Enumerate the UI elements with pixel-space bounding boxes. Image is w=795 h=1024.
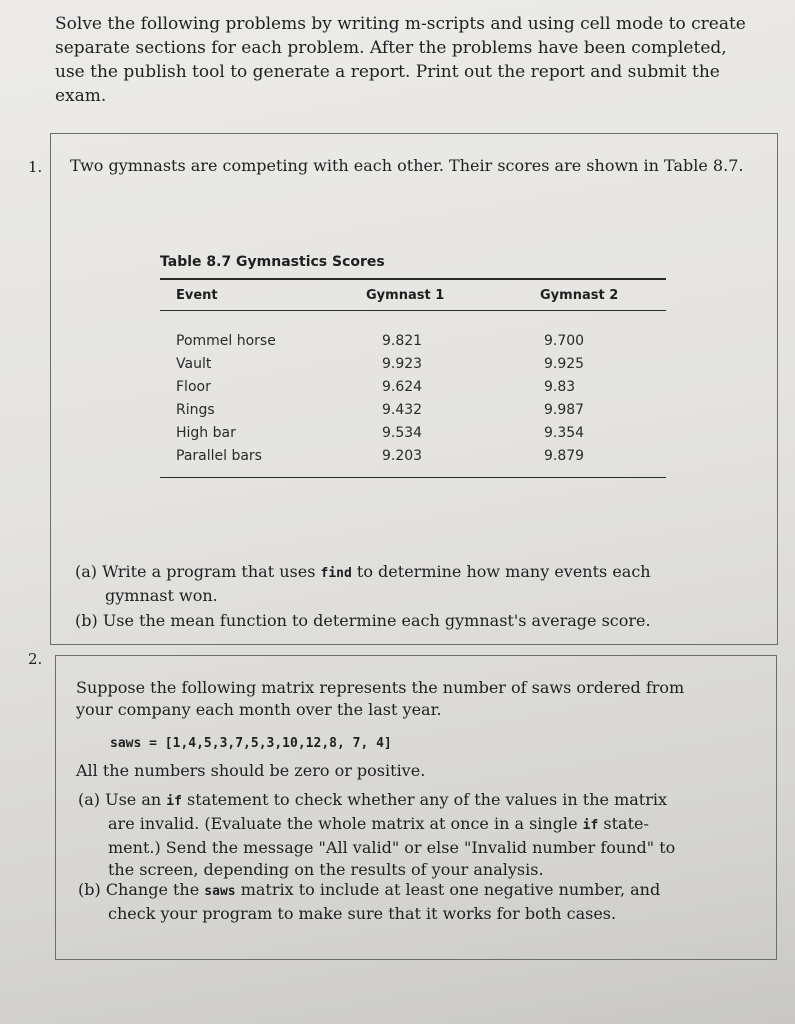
gymnast-1-cell: 9.821 <box>382 332 423 349</box>
part-a-continuation: gymnast won. <box>105 586 218 605</box>
part-a-l1-prefix: (a) Use an <box>78 790 162 809</box>
problem-2-part-b <box>78 879 768 925</box>
event-cell: High bar <box>176 424 236 441</box>
part-a-suffix: to determine how many events each <box>356 562 651 581</box>
part-a-prefix: (a) Write a program that uses <box>75 562 316 581</box>
gymnast-2-cell: 9.879 <box>544 447 585 464</box>
event-cell: Pommel horse <box>176 332 276 349</box>
statement-line-1: Suppose the following matrix represents the number of saws ordered from <box>76 678 685 697</box>
table-row <box>160 352 666 375</box>
problem-1-statement: Two gymnasts are competing with each other. Their scores are shown in Table 8.7. <box>70 156 744 175</box>
part-a-l2-suffix: state- <box>603 814 649 833</box>
gymnast-1-cell: 9.923 <box>382 355 423 372</box>
gymnast-2-cell: 9.83 <box>544 378 576 395</box>
table-header-row <box>160 280 666 310</box>
gymnast-2-cell: 9.987 <box>544 401 585 418</box>
event-cell: Parallel bars <box>176 447 262 464</box>
find-keyword: find <box>320 566 352 581</box>
part-b-l2: check your program to make sure that it works for both cases. <box>108 904 617 923</box>
table-caption: Table 8.7 Gymnastics Scores <box>160 254 385 270</box>
table-body <box>160 311 666 477</box>
gymnast-1-cell: 9.432 <box>382 401 423 418</box>
header-gymnast-2: Gymnast 2 <box>540 287 619 303</box>
table-bottom-rule <box>160 477 666 478</box>
part-b-l1-prefix: (b) Change the <box>78 880 200 899</box>
gymnast-1-cell: 9.534 <box>382 424 423 441</box>
table-row <box>160 421 666 444</box>
event-cell: Floor <box>176 378 211 395</box>
problem-2-note: All the numbers should be zero or positive. <box>76 761 426 780</box>
gymnast-1-cell: 9.624 <box>382 378 423 395</box>
header-gymnast-1: Gymnast 1 <box>366 287 445 303</box>
problem-1-number: 1. <box>28 158 43 176</box>
part-a-l2-prefix: are invalid. (Evaluate the whole matrix at once in a single <box>108 814 578 833</box>
table-row <box>160 329 666 352</box>
table-row <box>160 444 666 467</box>
part-a-l3: ment.) Send the message "All valid" or else "Invalid number found" to <box>108 838 676 857</box>
part-a-l4: the screen, depending on the results of your analysis. <box>108 860 544 879</box>
if-keyword: if <box>166 794 182 809</box>
gymnast-2-cell: 9.354 <box>544 424 585 441</box>
gymnastics-table <box>160 254 666 478</box>
gymnast-2-cell: 9.925 <box>544 355 585 372</box>
event-cell: Rings <box>176 401 215 418</box>
gymnast-2-cell: 9.700 <box>544 332 585 349</box>
problem-2-part-a <box>78 789 768 881</box>
saws-keyword: saws <box>204 884 236 899</box>
problem-2-statement <box>76 677 766 721</box>
part-b-l1-suffix: matrix to include at least one negative number, and <box>240 880 661 899</box>
problem-1-part-a <box>75 561 765 607</box>
part-a-l1-suffix: statement to check whether any of the values in the matrix <box>187 790 668 809</box>
statement-line-2: your company each month over the last year. <box>76 700 442 719</box>
event-cell: Vault <box>176 355 212 372</box>
saws-code-line: saws = [1,4,5,3,7,5,3,10,12,8, 7, 4] <box>110 736 392 751</box>
problem-2-number: 2. <box>28 650 43 668</box>
table-row <box>160 398 666 421</box>
if-keyword: if <box>582 818 599 833</box>
problem-1-part-b: (b) Use the mean function to determine each gymnast's average score. <box>75 611 651 630</box>
exam-instructions: Solve the following problems by writing m-scripts and using cell mode to create separate sections for each problem. After the problems have been completed, use the publish tool to generate a report. Print out the report and submit the exam. <box>55 14 746 106</box>
table-row <box>160 375 666 398</box>
gymnast-1-cell: 9.203 <box>382 447 423 464</box>
header-event: Event <box>176 287 218 303</box>
